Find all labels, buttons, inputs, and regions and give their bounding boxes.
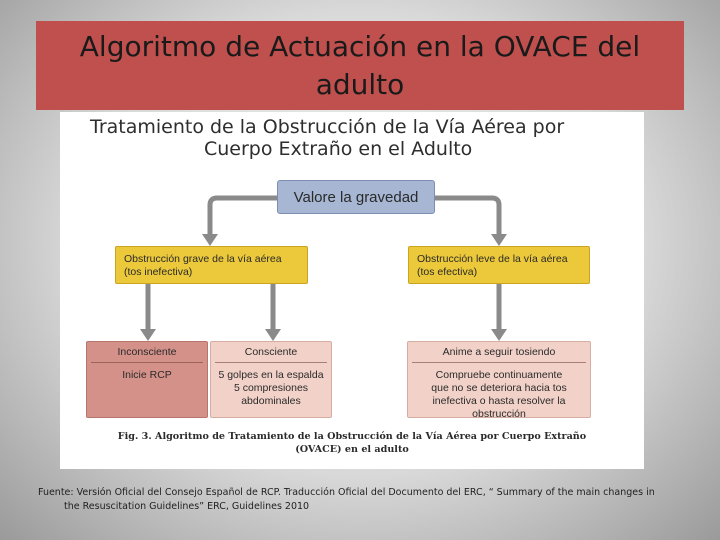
caption-line-1: Fig. 3. Algoritmo de Tratamiento de la Obstrucción de la Vía Aérea por Cuerpo Extraño [117,431,587,442]
anime-body-line-4: obstrucción [472,408,526,420]
caption-line-2: (OVACE) en el adulto [295,444,409,455]
node-inconsciente [86,341,208,418]
arrowhead-consciente [265,329,281,341]
node-consciente [210,341,332,418]
arrowhead-leve [491,234,507,246]
grave-line-2: (tos inefectiva) [124,266,193,278]
source-citation [38,486,698,514]
figure-heading-line-2: Cuerpo Extraño en el Adulto [204,138,473,160]
anime-body-line-3: inefectiva o hasta resolver la [432,395,566,407]
anime-body-line-1: Compruebe continuamente [435,369,563,381]
inconsciente-divider [91,362,203,363]
anime-body-line-2: que no se deteriora hacia tos [431,382,567,394]
source-line-1: Fuente: Versión Oficial del Consejo Español de RCP. Traducción Oficial del Documento del ERC, “ Summary of the main changes in [38,487,655,498]
node-valore-gravedad: Valore la gravedad [277,180,435,214]
arrowhead-grave [202,234,218,246]
consciente-heading: Consciente [244,346,298,358]
arrowhead-anime [491,329,507,341]
title-bar [36,21,684,110]
consciente-body-line-1: 5 golpes en la espalda [218,369,324,381]
algorithm-figure [60,112,644,469]
consciente-body-line-2: 5 compresiones [233,382,309,394]
consciente-divider [215,362,327,363]
inconsciente-heading: Inconsciente [117,346,177,358]
consciente-body-line-3: abdominales [241,395,301,407]
arrowhead-inconsciente [140,329,156,341]
grave-line-1: Obstrucción grave de la vía aérea [124,253,282,265]
anime-divider [412,362,586,363]
figure-heading-line-1: Tratamiento de la Obstrucción de la Vía Aérea por [90,116,565,138]
leve-line-1: Obstrucción leve de la vía aérea [417,253,568,265]
node-anime-toser [407,341,591,418]
node-obstruccion-leve [408,246,590,284]
connector-to-leve [435,198,499,236]
leve-line-2: (tos efectiva) [417,266,478,278]
slide-title: Algoritmo de Actuación en la OVACE del adulto [79,29,641,101]
connector-to-grave [210,198,277,236]
source-line-2: the Resuscitation Guidelines” ERC, Guidelines 2010 [64,501,310,512]
figure-caption [70,430,634,456]
node-obstruccion-grave [115,246,308,284]
inconsciente-body: Inicie RCP [122,369,172,381]
anime-heading: Anime a seguir tosiendo [442,346,556,358]
